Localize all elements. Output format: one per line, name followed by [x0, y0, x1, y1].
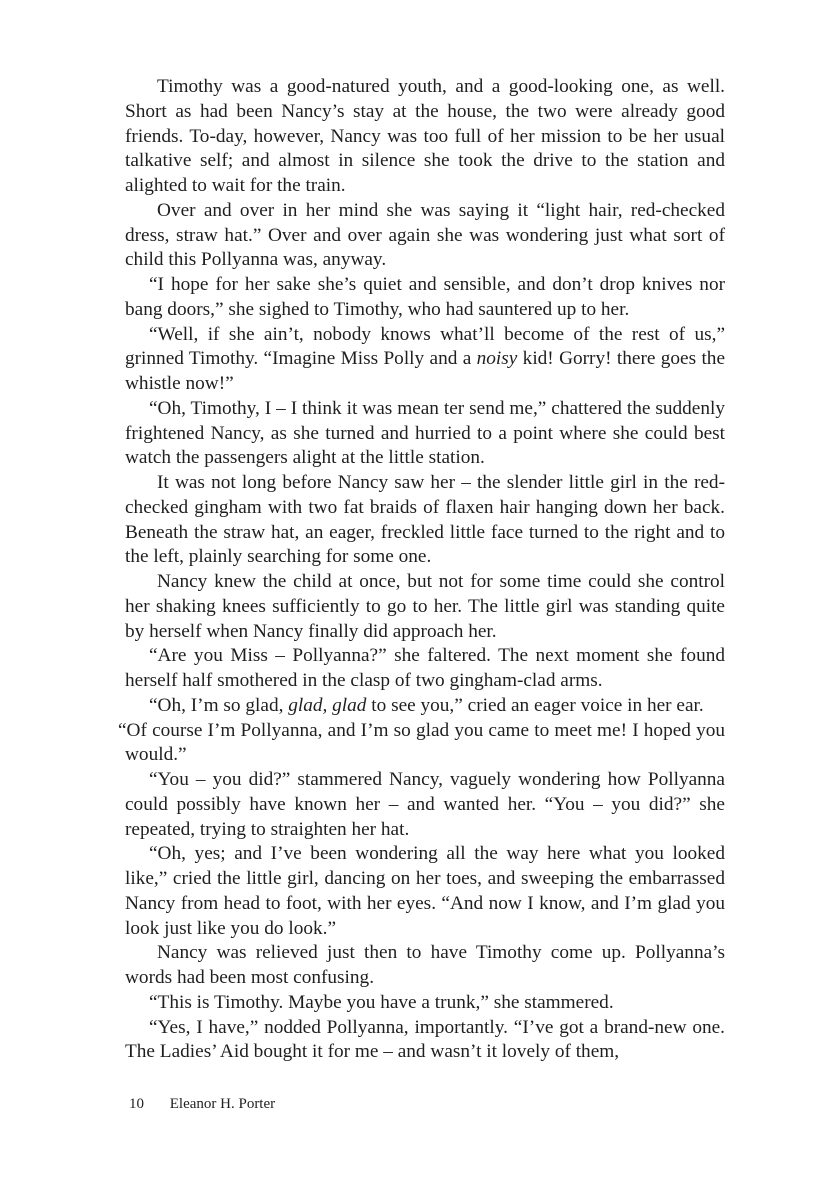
- book-page-text: [118, 75, 726, 1065]
- page-number: 10: [129, 1096, 144, 1112]
- paragraph: [125, 323, 725, 397]
- paragraph-text: “Of course I’m Pollyanna, and I’m so glad you came to meet me! I hoped you would.”: [118, 719, 725, 766]
- paragraph: “I hope for her sake she’s quiet and sensible, and don’t drop knives nor bang doors,” she sighed to Timothy, who had sauntered up to her.: [125, 274, 725, 320]
- emphasis: glad, glad: [288, 694, 367, 716]
- paragraph: “Are you Miss – Pollyanna?” she faltered. The next moment she found herself half smothered in the clasp of two gingham-clad arms.: [125, 645, 725, 691]
- paragraph: It was not long before Nancy saw her – the slender little girl in the red-checked gingham with two fat braids of flaxen hair hanging down her back. Beneath the straw hat, an eager, freckled little face turned to the right and to the left, plainly searching for some one.: [125, 472, 725, 568]
- emphasis: noisy: [476, 348, 518, 370]
- paragraph: Nancy knew the child at once, but not for some time could she control her shaking knees sufficiently to go to her. The little girl was standing quite by herself when Nancy finally did approach her.: [125, 571, 725, 642]
- paragraph: “Oh, yes; and I’ve been wondering all the way here what you looked like,” cried the little girl, dancing on her toes, and sweeping the embarrassed Nancy from head to foot, with her eyes. “And now I know, and I’m glad you look just like you do look.”: [125, 843, 725, 939]
- paragraph: “This is Timothy. Maybe you have a trunk,” she stammered.: [149, 991, 614, 1013]
- paragraph-text: “Oh, I’m so glad,: [149, 694, 289, 716]
- paragraph: “Yes, I have,” nodded Pollyanna, importantly. “I’ve got a brand-new one. The Ladies’ Aid bought it for me – and wasn’t it lovely of them,: [125, 1016, 725, 1063]
- paragraph: Over and over in her mind she was saying it “light hair, red-checked dress, straw hat.” Over and over again she was wondering just what sort of child this Pollyanna was, anyway.: [125, 199, 725, 271]
- paragraph: Nancy was relieved just then to have Timothy come up. Pollyanna’s words had been most confusing.: [125, 942, 725, 988]
- paragraph-text: kid! Gorry! there goes the whistle now!”: [125, 348, 726, 394]
- paragraph-text: to see you,” cried an eager voice in her ear.: [366, 694, 704, 716]
- paragraph-text: “Well, if she ain’t, nobody knows what’ll become of the rest of us,” grinned Timothy. “Imagine Miss Polly and a: [125, 323, 725, 370]
- paragraph: Timothy was a good-natured youth, and a good-looking one, as well. Short as had been Nancy’s stay at the house, the two were already good friends. To-day, however, Nancy was too full of her mission to be her usual talkative self; and almost in silence she took the drive to the station and alighted to wait for the train.: [125, 76, 725, 196]
- paragraph: “Oh, Timothy, I – I think it was mean ter send me,” chattered the suddenly frightened Nancy, as she turned and hurried to a point where she could best watch the passengers alight at the little station.: [125, 397, 725, 469]
- paragraph: “You – you did?” stammered Nancy, vaguely wondering how Pollyanna could possibly have known her – and wanted her. “You – you did?” she repeated, trying to straighten her hat.: [125, 769, 725, 840]
- paragraph: [118, 694, 725, 768]
- running-author: Eleanor H. Porter: [169, 1096, 276, 1112]
- page-footer: [129, 1096, 275, 1113]
